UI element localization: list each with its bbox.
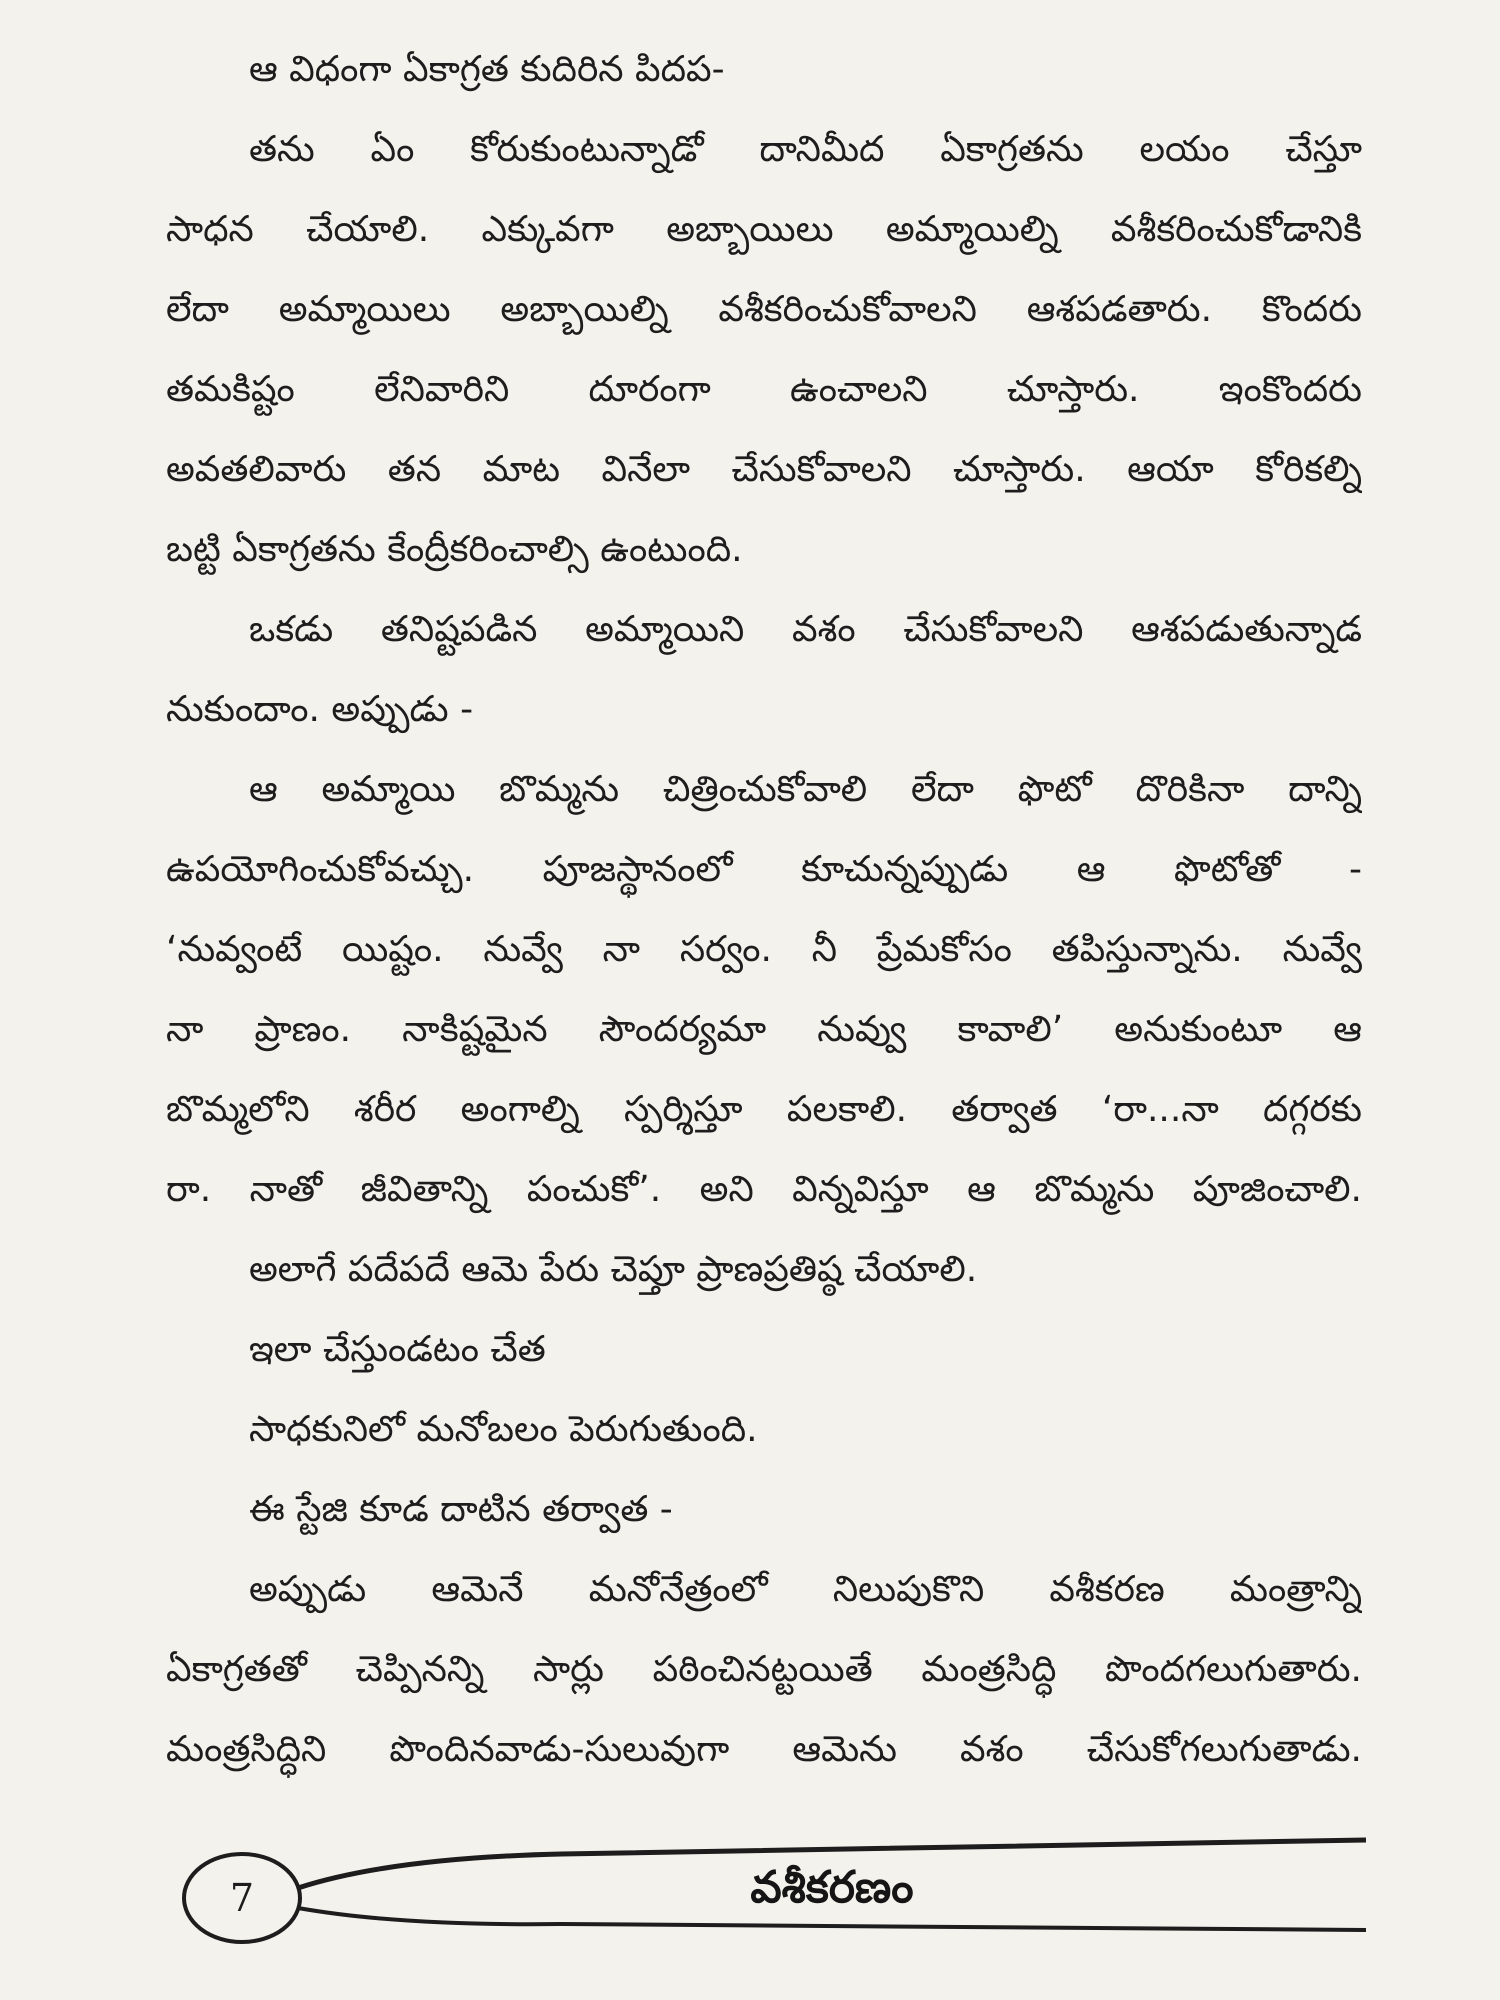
page-number: 7 xyxy=(229,1876,255,1920)
text-line: నుకుందాం. అప్పుడు - xyxy=(166,689,474,730)
text-line: అలాగే పదేపదే ఆమె పేరు చెప్తూ ప్రాణప్రతిష్ఠ చేయాలి. xyxy=(249,1249,978,1290)
text-line: ఏకాగ్రతతో చెప్పినన్ని సార్లు పఠించినట్టయితే మంత్రసిద్ధి పొందగలుగుతారు. xyxy=(166,1649,1362,1690)
text-line: ఉపయోగించుకోవచ్చు. పూజస్థానంలో కూచున్నప్పుడు ఆ ఫొటోతో - xyxy=(166,849,1362,890)
text-line: ఆ విధంగా ఏకాగ్రత కుదిరిన పిదప- xyxy=(249,49,725,90)
text-line: ఆ అమ్మాయి బొమ్మను చిత్రించుకోవాలి లేదా ఫొటో దొరికినా దాన్ని xyxy=(249,769,1362,810)
text-line: ఈ స్టేజి కూడ దాటిన తర్వాత - xyxy=(249,1489,673,1530)
text-line: లేదా అమ్మాయిలు అబ్బాయిల్ని వశీకరించుకోవాలని ఆశపడతారు. కొందరు xyxy=(166,289,1362,330)
book-title: వశీకరణం xyxy=(750,1862,914,1913)
text-line: సాధకునిలో మనోబలం పెరుగుతుంది. xyxy=(249,1409,758,1450)
text-line: అప్పుడు ఆమెనే మనోనేత్రంలో నిలుపుకొని వశీకరణ మంత్రాన్ని xyxy=(249,1569,1362,1610)
text-line: బొమ్మలోని శరీర అంగాల్ని స్పర్శిస్తూ పలకాలి. తర్వాత ‘రా...నా దగ్గరకు xyxy=(166,1089,1362,1130)
text-line: నా ప్రాణం. నాకిష్టమైన సౌందర్యమా నువ్వు కావాలి’ అనుకుంటూ ఆ xyxy=(166,1009,1362,1050)
text-line: సాధన చేయాలి. ఎక్కువగా అబ్బాయిలు అమ్మాయిల్ని వశీకరించుకోడానికి xyxy=(166,209,1362,250)
text-line: ఇలా చేస్తుండటం చేత xyxy=(249,1329,546,1370)
text-line: ఒకడు తనిష్టపడిన అమ్మాయిని వశం చేసుకోవాలని ఆశపడుతున్నాడ xyxy=(249,609,1362,650)
text-line: తమకిష్టం లేనివారిని దూరంగా ఉంచాలని చూస్తారు. ఇంకొందరు xyxy=(166,369,1362,410)
text-line: అవతలివారు తన మాట వినేలా చేసుకోవాలని చూస్తారు. ఆయా కోరికల్ని xyxy=(166,449,1362,490)
text-line: బట్టి ఏకాగ్రతను కేంద్రీకరించాల్సి ఉంటుంది. xyxy=(166,529,743,570)
text-line: మంత్రసిద్ధిని పొందినవాడు-సులువుగా ఆమెను వశం చేసుకోగలుగుతాడు. xyxy=(166,1729,1362,1770)
text-line: రా. నాతో జీవితాన్ని పంచుకో’. అని విన్నవిస్తూ ఆ బొమ్మను పూజించాలి. xyxy=(166,1169,1362,1210)
text-line: ‘నువ్వంటే యిష్టం. నువ్వే నా సర్వం. నీ ప్రేమకోసం తపిస్తున్నాను. నువ్వే xyxy=(166,929,1362,970)
text-line: తను ఏం కోరుకుంటున్నాడో దానిమీద ఏకాగ్రతను లయం చేస్తూ xyxy=(249,129,1362,170)
